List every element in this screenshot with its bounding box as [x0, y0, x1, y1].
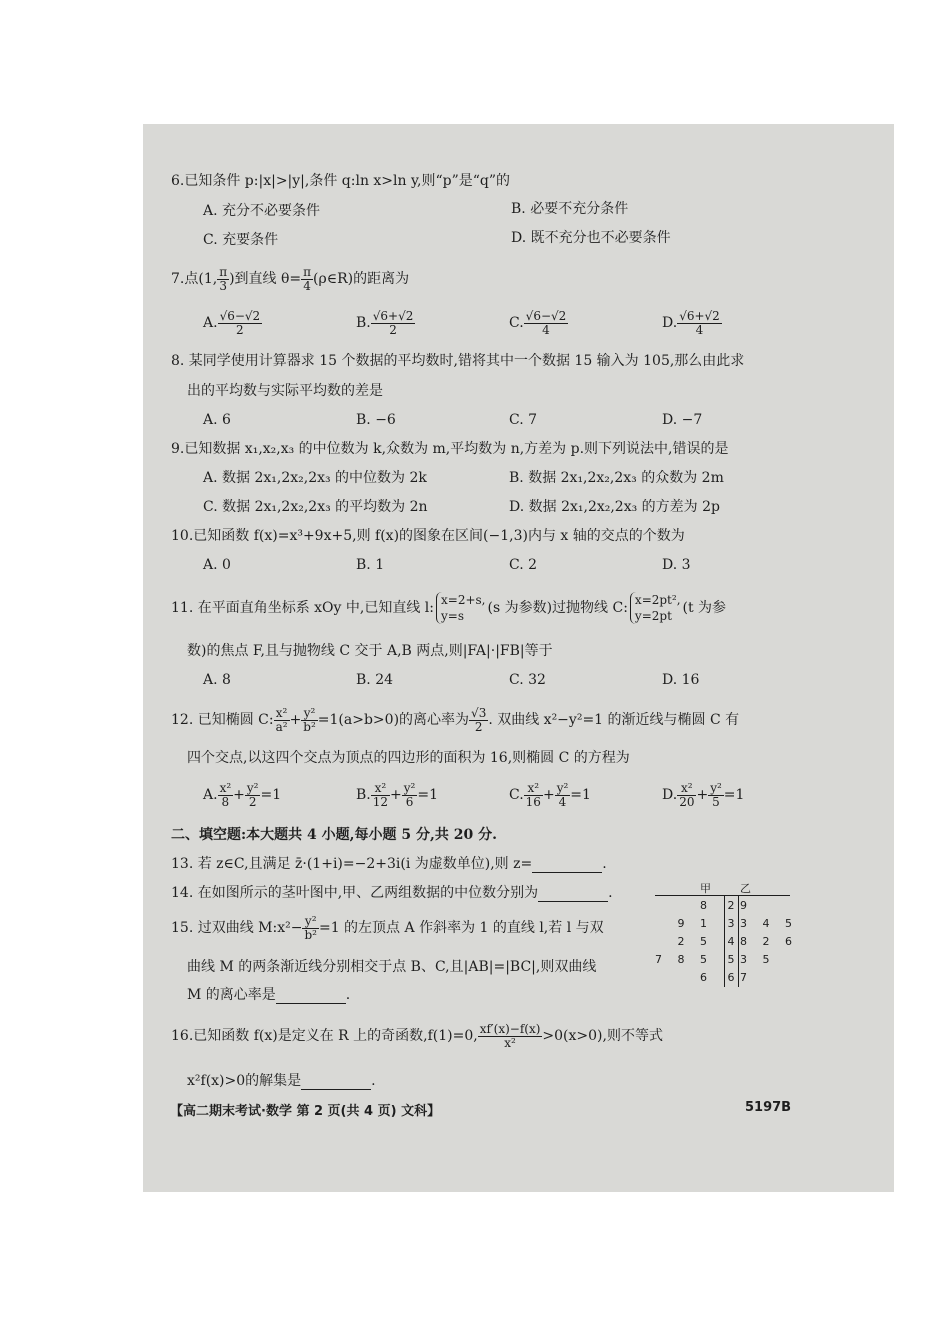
stemleaf-row: 8 2 9 — [700, 899, 753, 912]
q7-line-fraction: $\frac{\pi}{4}$ — [303, 264, 312, 293]
q11-option-c: C. 32 — [509, 672, 546, 688]
q12-option-c: C. $\frac{\text{x²}}{16}$ + $\frac{\text{y²}}{4}$ =1 — [509, 780, 591, 809]
q10-option-d: D. 3 — [662, 557, 691, 573]
q8-option-c: C. 7 — [509, 412, 538, 428]
q12-option-d: D. $\frac{\text{x²}}{20}$ + $\frac{\text{y²}}{5}$ =1 — [662, 780, 745, 809]
q11-stem-line2: 数)的焦点 F,且与抛物线 C 交于 A,B 两点,则|FA|·|FB|等于 — [187, 643, 553, 659]
q16-answer-blank[interactable] — [301, 1075, 371, 1090]
q8-option-a: A. 6 — [203, 412, 231, 428]
q9-option-a: A. 数据 2x₁,2x₂,2x₃ 的中位数为 2k — [203, 470, 427, 486]
q15-answer-blank[interactable] — [276, 989, 346, 1004]
q7-option-c: C. $\frac{√6-√2}{4}$ — [509, 308, 567, 337]
q13-stem: 13. 若 z∈C,且满足 z̄·(1+i)=−2+3i(i 为虚数单位),则 z= . — [171, 856, 607, 872]
q15-stem-line2: 曲线 M 的两条渐近线分别相交于点 B、C,且|AB|=|BC|,则双曲线 — [187, 959, 597, 975]
exam-code: 5197B — [745, 1100, 792, 1115]
q6-option-d: D. 既不充分也不必要条件 — [511, 230, 671, 246]
q11-parabola-system: x=2pt², y=2pt — [630, 592, 681, 624]
q11-stem: 11. 在平面直角坐标系 xOy 中,已知直线 l: x=2+s, y=s (s 为参数)过抛物线 C: x=2pt², y=2pt (t 为参 — [171, 593, 727, 623]
q8-stem-line2: 出的平均数与实际平均数的差是 — [187, 383, 383, 399]
q13-answer-blank[interactable] — [532, 858, 602, 873]
q9-option-d: D. 数据 2x₁,2x₂,2x₃ 的方差为 2p — [509, 499, 720, 515]
q15-stem-line3: M 的离心率是 . — [187, 987, 351, 1003]
q6-option-a: A. 充分不必要条件 — [203, 203, 321, 219]
stemleaf-row: 7 8 5 5 3 5 — [655, 953, 776, 966]
stemleaf-row: 6 6 7 — [700, 971, 753, 984]
q7-option-d: D. $\frac{√6+√2}{4}$ — [662, 308, 720, 337]
q6-option-b: B. 必要不充分条件 — [511, 201, 629, 217]
q15-stem: 15. 过双曲线 M:x²− $\frac{\text{y²}}{\text{b²}}$ =1 的左顶点 A 作斜率为 1 的直线 l,若 l 与双 — [171, 913, 604, 942]
q10-option-c: C. 2 — [509, 557, 538, 573]
section-fill-in-heading: 二、填空题:本大题共 4 小题,每小题 5 分,共 20 分. — [171, 827, 497, 843]
q9-option-c: C. 数据 2x₁,2x₂,2x₃ 的平均数为 2n — [203, 499, 428, 515]
stemleaf-row: 9 1 3 3 4 5 — [677, 917, 798, 930]
q11-option-b: B. 24 — [356, 672, 394, 688]
q7-point-fraction: $\frac{\pi}{3}$ — [219, 264, 228, 293]
q10-stem: 10.已知函数 f(x)=x³+9x+5,则 f(x)的图象在区间(−1,3)内与 x 轴的交点的个数为 — [171, 528, 685, 544]
q8-option-d: D. −7 — [662, 412, 703, 428]
exam-page — [143, 124, 894, 1192]
q7-option-b: B. $\frac{√6+√2}{2}$ — [356, 308, 414, 337]
q16-stem: 16.已知函数 f(x)是定义在 R 上的奇函数,f(1)=0, $\frac{xf'(x)-f(x)}{\text{x²}}$ >0(x>0),则不等式 — [171, 1021, 663, 1050]
q16-stem-line2: x²f(x)>0的解集是 . — [187, 1073, 376, 1089]
q11-option-d: D. 16 — [662, 672, 700, 688]
q6-option-c: C. 充要条件 — [203, 232, 279, 248]
stemleaf-header-rule — [655, 895, 790, 896]
page-footer: 【高二期末考试·数学 第 2 页(共 4 页) 文科】 — [170, 1104, 441, 1119]
q7-option-a: A. $\frac{√6-√2}{2}$ — [203, 308, 261, 337]
q12-option-a: A. $\frac{\text{x²}}{8}$ + $\frac{\text{y²}}{2}$ =1 — [203, 780, 282, 809]
q11-option-a: A. 8 — [203, 672, 231, 688]
q14-stem: 14. 在如图所示的茎叶图中,甲、乙两组数据的中位数分别为 . — [171, 885, 613, 901]
q14-answer-blank[interactable] — [538, 887, 608, 902]
q8-option-b: B. −6 — [356, 412, 396, 428]
q11-line-system: x=2+s, y=s — [436, 592, 485, 624]
q12-stem-line2: 四个交点,以这四个交点为顶点的四边形的面积为 16,则椭圆 C 的方程为 — [187, 750, 630, 766]
q9-option-b: B. 数据 2x₁,2x₂,2x₃ 的众数为 2m — [509, 470, 724, 486]
stem-leaf-plot — [655, 880, 798, 990]
stemleaf-row: 2 5 4 8 2 6 — [677, 935, 798, 948]
q12-option-b: B. $\frac{\text{x²}}{12}$ + $\frac{\text{y²}}{6}$ =1 — [356, 780, 438, 809]
q12-stem: 12. 已知椭圆 C: $\frac{\text{x²}}{\text{a²}}$ + $\frac{\text{y²}}{\text{b²}}$ =1(a>b>0)的离心率为 $\frac{√3}{2}$ . 双曲线 x²−y²=1 的渐近线与椭圆 C 有 — [171, 705, 740, 734]
q6-stem: 6.已知条件 p:|x|>|y|,条件 q:ln x>ln y,则“p”是“q”的 — [171, 173, 511, 189]
q8-stem-line1: 8. 某同学使用计算器求 15 个数据的平均数时,错将其中一个数据 15 输入为 105,那么由此求 — [171, 353, 745, 369]
q10-option-b: B. 1 — [356, 557, 385, 573]
stemleaf-header-jia: 甲 — [700, 882, 711, 895]
stemleaf-header-yi: 乙 — [740, 882, 751, 895]
q10-option-a: A. 0 — [203, 557, 231, 573]
q7-stem: 7.点(1, $\frac{\pi}{3}$ )到直线 θ= $\frac{\pi}{4}$ (ρ∈R)的距离为 — [171, 264, 410, 293]
q9-stem: 9.已知数据 x₁,x₂,x₃ 的中位数为 k,众数为 m,平均数为 n,方差为 p.则下列说法中,错误的是 — [171, 441, 729, 457]
